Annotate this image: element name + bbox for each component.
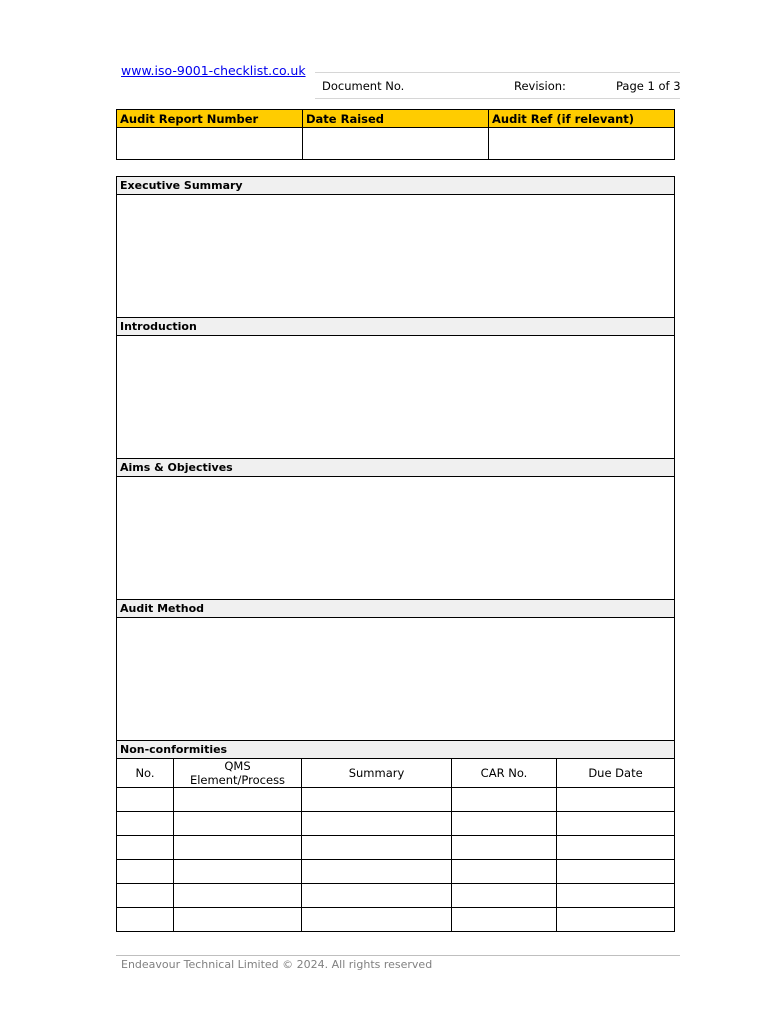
table-cell[interactable] [557,788,675,812]
table-cell[interactable] [117,788,174,812]
introduction-field[interactable] [117,336,675,459]
table-cell[interactable] [302,908,452,932]
header-rule-top [315,72,680,73]
table-row [117,812,675,836]
col-header-no: No. [117,759,174,788]
header-rule-bottom [315,98,680,99]
table-cell[interactable] [452,788,557,812]
table-cell[interactable] [302,812,452,836]
table-cell[interactable] [117,884,174,908]
table-cell[interactable] [174,860,302,884]
page-number: Page 1 of 3 [616,79,681,93]
introduction-heading: Introduction [117,318,675,336]
audit-report-number-header: Audit Report Number [117,110,303,128]
audit-info-table [116,109,675,160]
table-cell[interactable] [117,812,174,836]
col-header-summary: Summary [302,759,452,788]
audit-method-field[interactable] [117,618,675,741]
table-cell[interactable] [557,812,675,836]
col-header-car-no: CAR No. [452,759,557,788]
footer-copyright: Endeavour Technical Limited © 2024. All rights reserved [121,958,433,971]
table-cell[interactable] [174,908,302,932]
audit-report-number-field[interactable] [117,128,303,160]
table-cell[interactable] [117,908,174,932]
table-cell[interactable] [557,908,675,932]
table-row [117,908,675,932]
non-conformities-heading: Non-conformities [117,741,675,759]
table-cell[interactable] [452,860,557,884]
table-cell[interactable] [302,788,452,812]
table-cell[interactable] [452,908,557,932]
table-cell[interactable] [557,836,675,860]
table-cell[interactable] [302,884,452,908]
table-cell[interactable] [174,884,302,908]
table-cell[interactable] [557,860,675,884]
executive-summary-heading: Executive Summary [117,177,675,195]
table-cell[interactable] [302,836,452,860]
audit-method-heading: Audit Method [117,600,675,618]
date-raised-field[interactable] [303,128,489,160]
table-cell[interactable] [117,836,174,860]
aims-objectives-heading: Aims & Objectives [117,459,675,477]
footer-rule [116,955,680,956]
executive-summary-field[interactable] [117,195,675,318]
table-cell[interactable] [174,812,302,836]
website-link[interactable]: www.iso-9001-checklist.co.uk [121,63,306,78]
table-cell[interactable] [452,884,557,908]
table-row [117,788,675,812]
revision-label: Revision: [514,79,566,93]
date-raised-header: Date Raised [303,110,489,128]
audit-ref-field[interactable] [489,128,675,160]
aims-objectives-field[interactable] [117,477,675,600]
table-cell[interactable] [557,884,675,908]
table-cell[interactable] [117,860,174,884]
table-row [117,836,675,860]
col-header-due-date: Due Date [557,759,675,788]
col-header-qms-element: QMS Element/Process [174,759,302,788]
table-cell[interactable] [174,836,302,860]
table-row [117,884,675,908]
table-cell[interactable] [452,812,557,836]
table-cell[interactable] [452,836,557,860]
table-row [117,860,675,884]
audit-ref-header: Audit Ref (if relevant) [489,110,675,128]
table-cell[interactable] [174,788,302,812]
audit-report-table [116,176,675,932]
document-no-label: Document No. [322,79,405,93]
table-cell[interactable] [302,860,452,884]
